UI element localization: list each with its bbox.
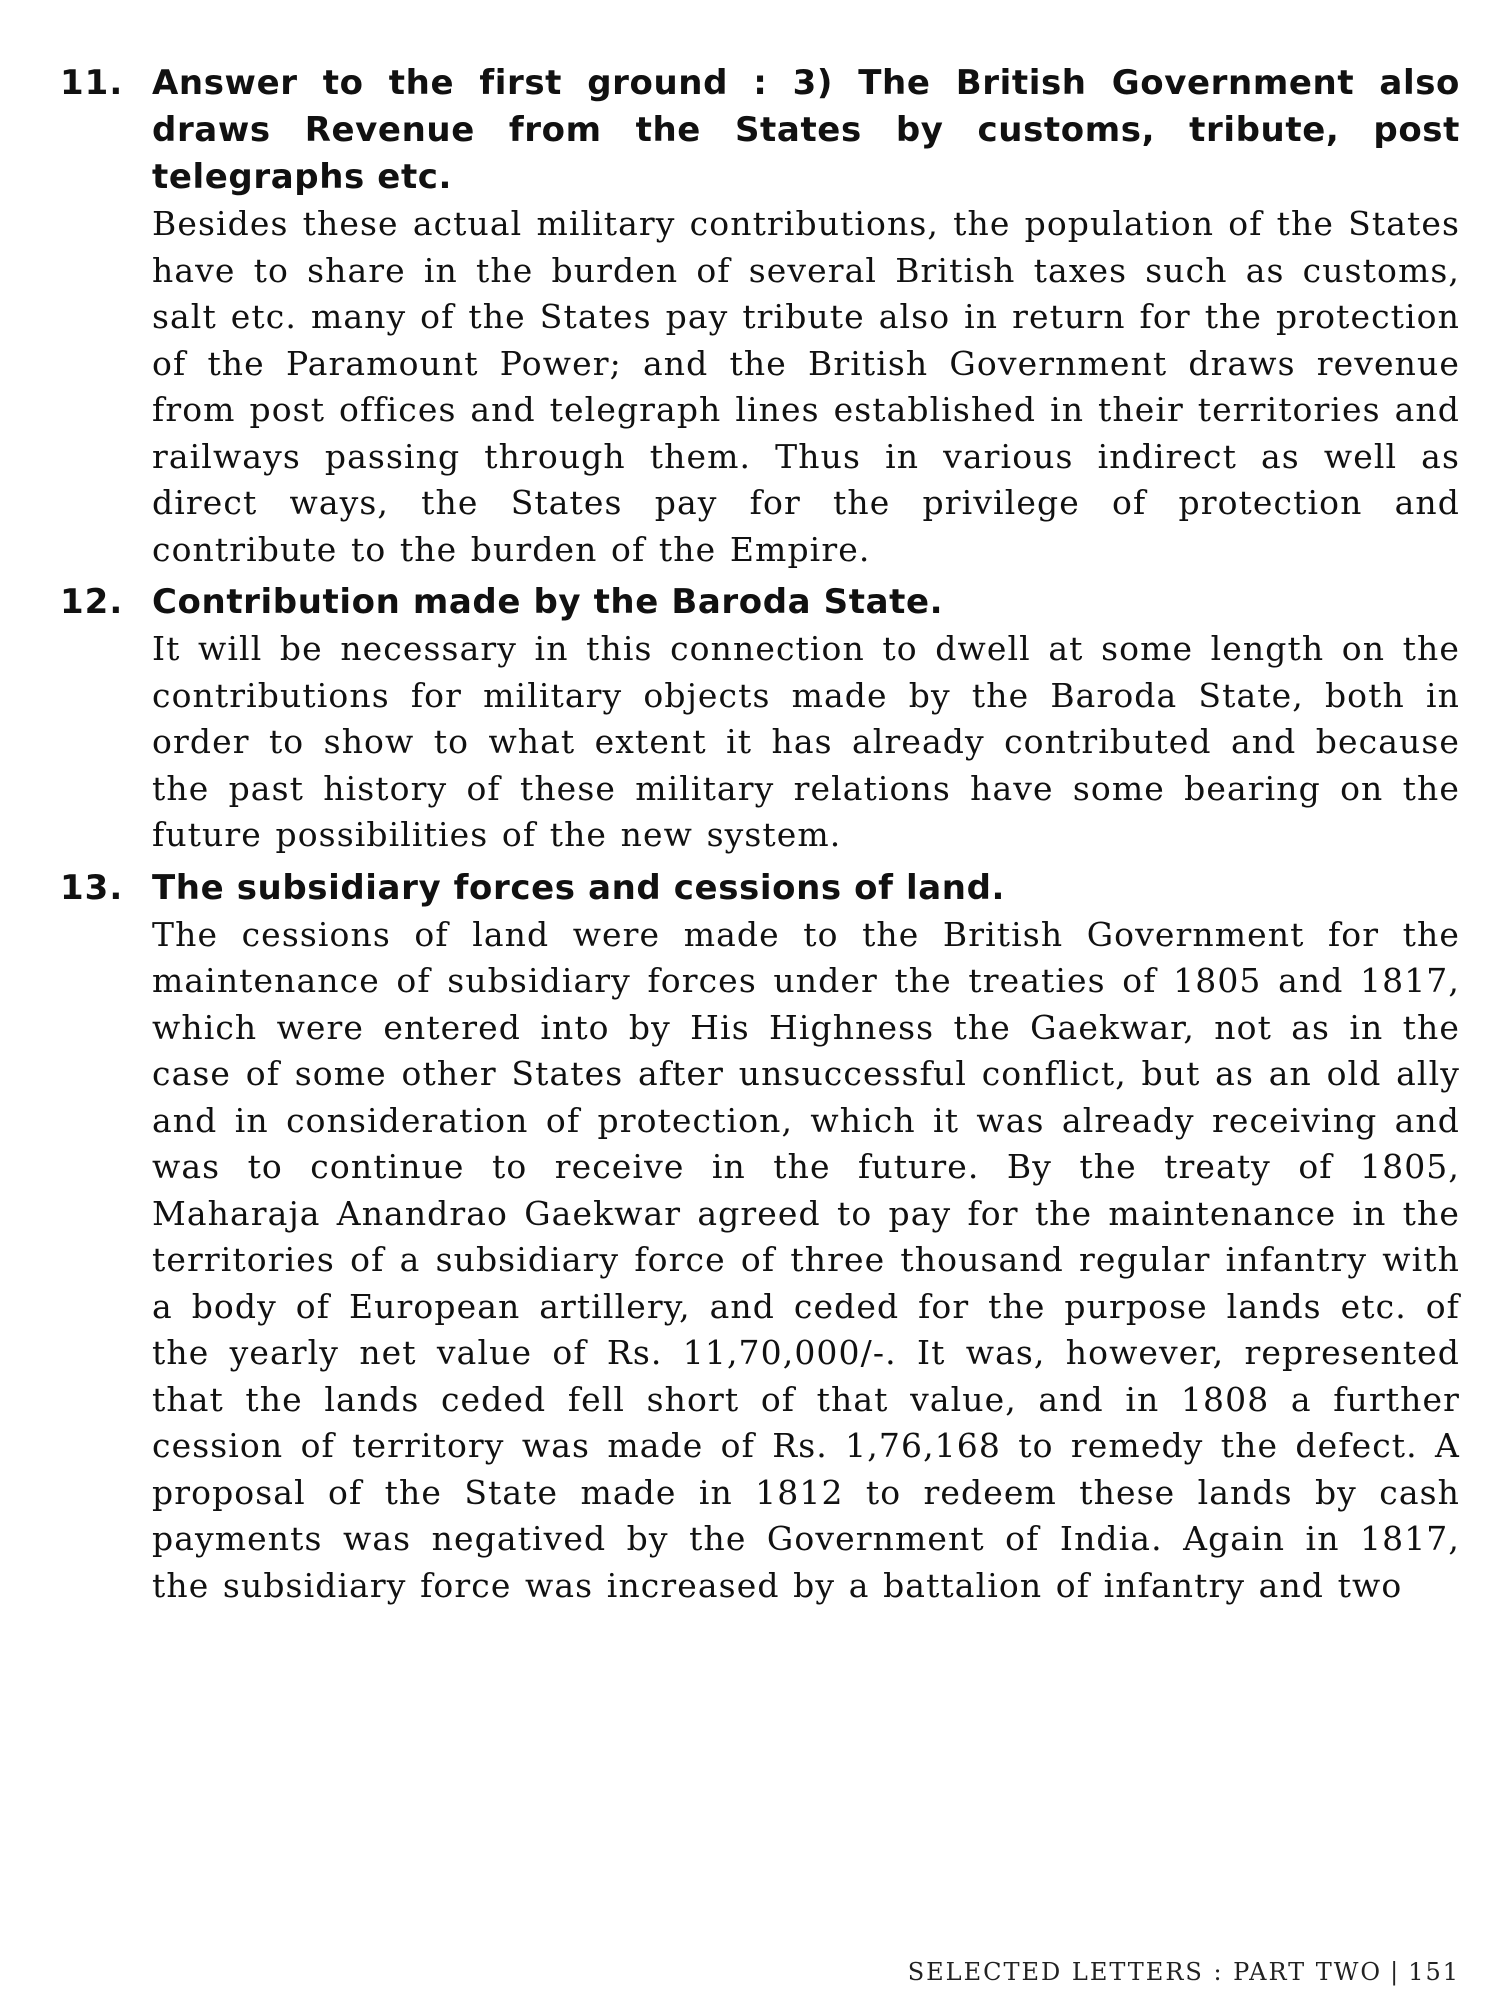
section-number: 12. <box>60 582 124 622</box>
section-heading: The subsidiary forces and cessions of land. <box>152 867 1006 908</box>
section-number: 13. <box>60 867 124 908</box>
section-11 <box>60 60 1460 573</box>
section-number: 11. <box>60 63 124 103</box>
section-12 <box>60 579 1460 859</box>
section-13 <box>60 865 1460 1610</box>
section-body <box>152 579 1460 859</box>
footer-separator: | <box>1390 1958 1401 1986</box>
running-title: SELECTED LETTERS : PART TWO <box>907 1958 1383 1986</box>
section-heading: Contribution made by the Baroda State. <box>152 582 944 622</box>
section-paragraph: The cessions of land were made to the British Government for the maintenance of subsidiary forces under the treaties of 1805 and 1817, which were entered into by His Highness the Gaekwar, not as in the case of some other States after unsuccessful conflict, but as an old ally and in consideration of protection, which it was already receiving and was to continue to receive in the future. By the treaty of 1805, Maharaja Anandrao Gaekwar agreed to pay for the maintenance in the territories of a subsidiary force of three thousand regular infantry with a body of European artillery, and ceded for the purpose lands etc. of the yearly net value of Rs. 11,70,000/-. It was, however, represented that the lands ceded fell short of that value, and in 1808 a further cession of territory was made of Rs. 1,76,168 to remedy the defect. A proposal of the State made in 1812 to redeem these lands by cash payments was negatived by the Government of India. Again in 1817, the subsidiary force was increased by a battalion of infantry and two <box>152 914 1460 1605</box>
section-body <box>152 60 1460 573</box>
page-footer <box>908 1958 1460 1986</box>
section-heading: Answer to the first ground : 3) The British Government also draws Revenue from the States by customs, tribute, post telegraphs etc. <box>152 63 1460 197</box>
document-page <box>60 60 1460 1615</box>
section-body <box>152 865 1460 1610</box>
page-number: 151 <box>1408 1958 1460 1986</box>
section-paragraph: Besides these actual military contributions, the population of the States have to share in the burden of several British taxes such as customs, salt etc. many of the States pay tribute also in return for the protection of the Paramount Power; and the British Government draws revenue from post offices and telegraph lines established in their territories and railways passing through them. Thus in various indirect as well as direct ways, the States pay for the privilege of protection and contribute to the burden of the Empire. <box>152 204 1460 569</box>
section-paragraph: It will be necessary in this connection to dwell at some length on the contributions for military objects made by the Baroda State, both in order to show to what extent it has already contributed and because the past history of these military relations have some bearing on the future possibilities of the new system. <box>152 629 1460 854</box>
